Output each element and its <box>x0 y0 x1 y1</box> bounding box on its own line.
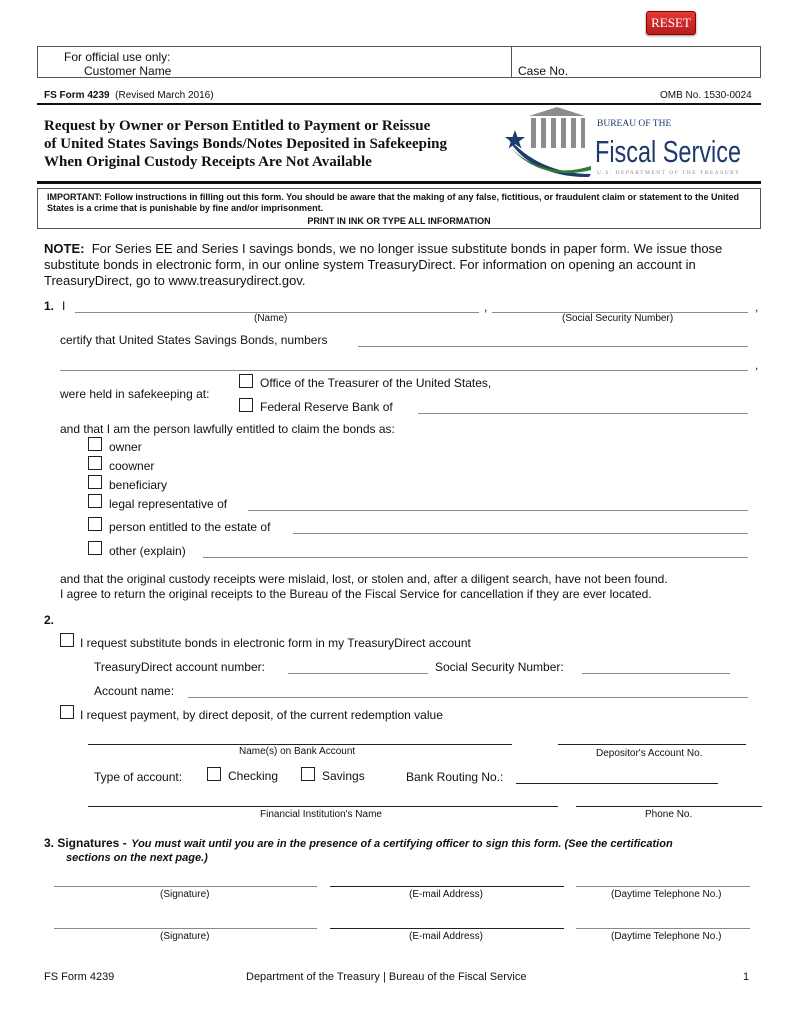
electronic-checkbox[interactable] <box>60 633 74 647</box>
phone-2-caption: (Daytime Telephone No.) <box>611 931 722 942</box>
phone-caption: Phone No. <box>645 809 693 820</box>
electronic-label: I request substitute bonds in electronic form in my TreasuryDirect account <box>80 636 471 650</box>
section3-note1: You must wait until you are in the presence of a certifying officer to sign this form. (See the certification <box>131 838 673 850</box>
other-checkbox[interactable] <box>88 541 102 555</box>
owner-checkbox[interactable] <box>88 437 102 451</box>
logo-bureau: BUREAU OF THE <box>597 119 672 129</box>
office-treasurer-checkbox[interactable] <box>239 374 253 388</box>
estate-label: person entitled to the estate of <box>109 520 271 534</box>
section3-note2: sections on the next page.) <box>66 852 208 864</box>
section3-label: 3. Signatures - <box>44 836 127 850</box>
note-line3: TreasuryDirect, go to www.treasurydirect.gov. <box>44 273 306 288</box>
title-line1: Request by Owner or Person Entitled to Payment or Reissue <box>44 118 431 134</box>
beneficiary-label: beneficiary <box>109 478 168 492</box>
estate-checkbox[interactable] <box>88 517 102 531</box>
mislaid-text <box>60 572 668 602</box>
comma-3: , <box>755 358 759 372</box>
note-line2: substitute bonds in electronic form, in our online system TreasuryDirect. For information on opening an account in <box>44 257 696 272</box>
comma-1: , <box>484 300 488 314</box>
office-treasurer-label: Office of the Treasurer of the United States, <box>260 376 492 390</box>
footer-dept: Department of the Treasury | Bureau of the Fiscal Service <box>246 971 527 983</box>
email-1-caption: (E-mail Address) <box>409 889 483 900</box>
institution-input[interactable] <box>88 806 558 807</box>
form-number <box>44 90 214 101</box>
bond-numbers-input-2[interactable] <box>60 370 748 371</box>
account-name-input[interactable] <box>188 697 748 698</box>
footer-page: 1 <box>743 971 750 983</box>
section1-number: 1. <box>44 299 55 313</box>
other-input[interactable] <box>203 557 748 558</box>
phone-1-caption: (Daytime Telephone No.) <box>611 889 722 900</box>
customer-name-field[interactable]: Customer Name <box>84 64 172 78</box>
depositor-account-caption: Depositor's Account No. <box>596 748 703 759</box>
official-use-divider <box>511 46 512 78</box>
estate-input[interactable] <box>293 533 748 534</box>
title-line2: of United States Savings Bonds/Notes Deposited in Safekeeping <box>44 136 447 152</box>
signature-1-caption: (Signature) <box>160 889 210 900</box>
footer-form: FS Form 4239 <box>44 971 115 983</box>
coowner-checkbox[interactable] <box>88 456 102 470</box>
direct-deposit-label: I request payment, by direct deposit, of the current redemption value <box>80 708 443 722</box>
phone-1-input[interactable] <box>576 886 750 887</box>
section1-i: I <box>62 299 66 313</box>
mislaid-line2: I agree to return the original receipts to the Bureau of the Fiscal Service for cancellation if they are ever located. <box>60 587 652 601</box>
td-ssn-label: Social Security Number: <box>435 660 564 674</box>
routing-input[interactable] <box>516 783 718 784</box>
td-account-input[interactable] <box>288 673 428 674</box>
important-text: IMPORTANT: Follow instructions in filling out this form. You should be aware that the making of any false, fictitious, or fraudulent claim or statement to the United States is a crime that is punishable by fine and/or imprisonment. <box>47 192 740 213</box>
other-label: other (explain) <box>109 544 186 558</box>
coowner-label: coowner <box>109 459 155 473</box>
phone-input[interactable] <box>576 806 762 807</box>
mislaid-line1: and that the original custody receipts were mislaid, lost, or stolen and, after a diligent search, have not been found. <box>60 572 668 586</box>
omb-number: OMB No. 1530-0024 <box>660 90 752 101</box>
print-instruction: PRINT IN INK OR TYPE ALL INFORMATION <box>307 216 491 226</box>
routing-label: Bank Routing No.: <box>406 770 504 784</box>
legal-rep-checkbox[interactable] <box>88 494 102 508</box>
logo-department: U.S. DEPARTMENT OF THE TREASURY <box>597 170 739 176</box>
legal-rep-label: legal representative of <box>109 497 228 511</box>
note-label: NOTE: <box>44 241 85 256</box>
email-2-input[interactable] <box>330 928 564 929</box>
case-no-field[interactable]: Case No. <box>518 64 569 78</box>
form-revised: (Revised March 2016) <box>115 90 214 101</box>
fiscal-service-logo <box>505 104 755 180</box>
owner-label: owner <box>109 440 142 454</box>
reset-button[interactable]: RESET <box>646 11 696 35</box>
signature-2-input[interactable] <box>54 928 317 929</box>
note-line1 <box>44 241 722 257</box>
lawful-label: and that I am the person lawfully entitled to claim the bonds as: <box>60 422 395 436</box>
signatures-heading <box>44 836 744 865</box>
beneficiary-checkbox[interactable] <box>88 475 102 489</box>
bank-names-input[interactable] <box>88 744 512 745</box>
savings-checkbox[interactable] <box>301 767 315 781</box>
form-title <box>44 117 447 171</box>
official-use-label: For official use only: <box>64 50 171 64</box>
federal-reserve-checkbox[interactable] <box>239 398 253 412</box>
certify-label: certify that United States Savings Bonds, numbers <box>60 333 328 347</box>
email-2-caption: (E-mail Address) <box>409 931 483 942</box>
note-line1-text: For Series EE and Series I savings bonds, we no longer issue substitute bonds in paper form. We issue those <box>91 241 723 256</box>
title-line3: When Original Custody Receipts Are Not Available <box>44 154 372 170</box>
federal-reserve-input[interactable] <box>418 413 748 414</box>
comma-2: , <box>755 300 759 314</box>
td-account-label: TreasuryDirect account number: <box>94 660 265 674</box>
savings-label: Savings <box>322 769 365 783</box>
institution-caption: Financial Institution's Name <box>260 809 382 820</box>
direct-deposit-checkbox[interactable] <box>60 705 74 719</box>
bond-numbers-input-1[interactable] <box>358 346 748 347</box>
title-rule <box>37 181 761 184</box>
note-block <box>44 241 722 289</box>
safekeeping-label: were held in safekeeping at: <box>60 387 210 401</box>
form-number-text: FS Form 4239 <box>44 90 110 101</box>
account-type-label: Type of account: <box>94 770 183 784</box>
bank-names-caption: Name(s) on Bank Account <box>239 746 356 757</box>
name-caption: (Name) <box>254 313 288 324</box>
checking-checkbox[interactable] <box>207 767 221 781</box>
td-ssn-input[interactable] <box>582 673 730 674</box>
email-1-input[interactable] <box>330 886 564 887</box>
signature-2-caption: (Signature) <box>160 931 210 942</box>
depositor-account-input[interactable] <box>558 744 746 745</box>
federal-reserve-label: Federal Reserve Bank of <box>260 400 393 414</box>
section2-number: 2. <box>44 613 55 627</box>
logo-fiscal: Fiscal Service <box>595 134 741 169</box>
phone-2-input[interactable] <box>576 928 750 929</box>
checking-label: Checking <box>228 769 279 783</box>
signature-1-input[interactable] <box>54 886 317 887</box>
ssn-caption: (Social Security Number) <box>562 313 674 324</box>
account-name-label: Account name: <box>94 684 175 698</box>
legal-rep-input[interactable] <box>248 510 748 511</box>
